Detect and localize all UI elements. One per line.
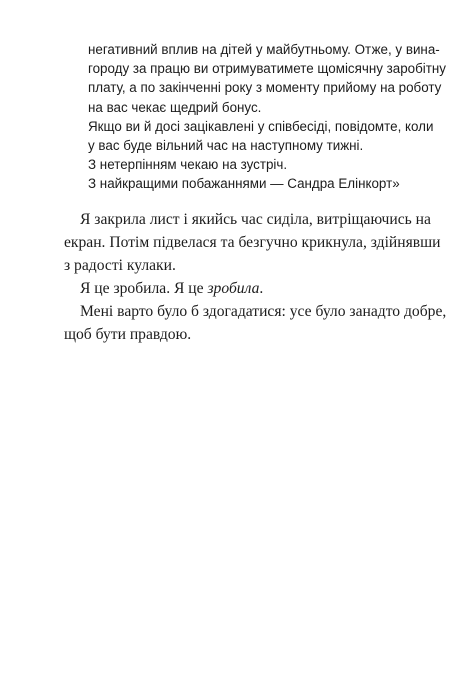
- paragraph-punctuation: .: [259, 280, 264, 297]
- paragraph-line: Мені варто було б здогадатися: усе було занадто добре,: [80, 303, 447, 320]
- paragraph-line: щоб бути правдою.: [64, 326, 192, 343]
- paragraph: [64, 208, 441, 277]
- narrative-text: [64, 208, 447, 346]
- letter-line: З найкращими побажаннями — Сандра Елінкорт»: [88, 176, 400, 192]
- quoted-letter: [88, 40, 446, 194]
- paragraph-line: [64, 277, 416, 300]
- letter-line: негативний вплив на дітей у майбутньому. Отже, у вина-: [88, 42, 440, 57]
- paragraph-text: Я це зробила. Я це: [80, 280, 208, 297]
- letter-line: у вас буде вільний час на наступному тижні.: [88, 138, 364, 154]
- paragraph: [64, 300, 447, 346]
- letter-line: плату, а по закінченні року з моменту прийому на роботу: [88, 80, 442, 96]
- emphasized-text: зробила: [207, 280, 260, 297]
- letter-line: З нетерпінням чекаю на зустріч.: [88, 157, 288, 173]
- paragraph: [64, 277, 416, 300]
- letter-line: городу за працю ви отримуватимете щомісячну заробітну: [88, 61, 446, 77]
- paragraph-line: з радості кулаки.: [64, 257, 176, 274]
- letter-line: Якщо ви й досі зацікавлені у співбесіді, повідомте, коли: [88, 118, 434, 134]
- paragraph-line: Я закрила лист і якийсь час сиділа, витріщаючись на: [80, 211, 431, 228]
- paragraph-line: екран. Потім підвелася та безгучно крикнула, здійнявши: [64, 234, 441, 251]
- letter-line: на вас чекає щедрий бонус.: [88, 99, 262, 115]
